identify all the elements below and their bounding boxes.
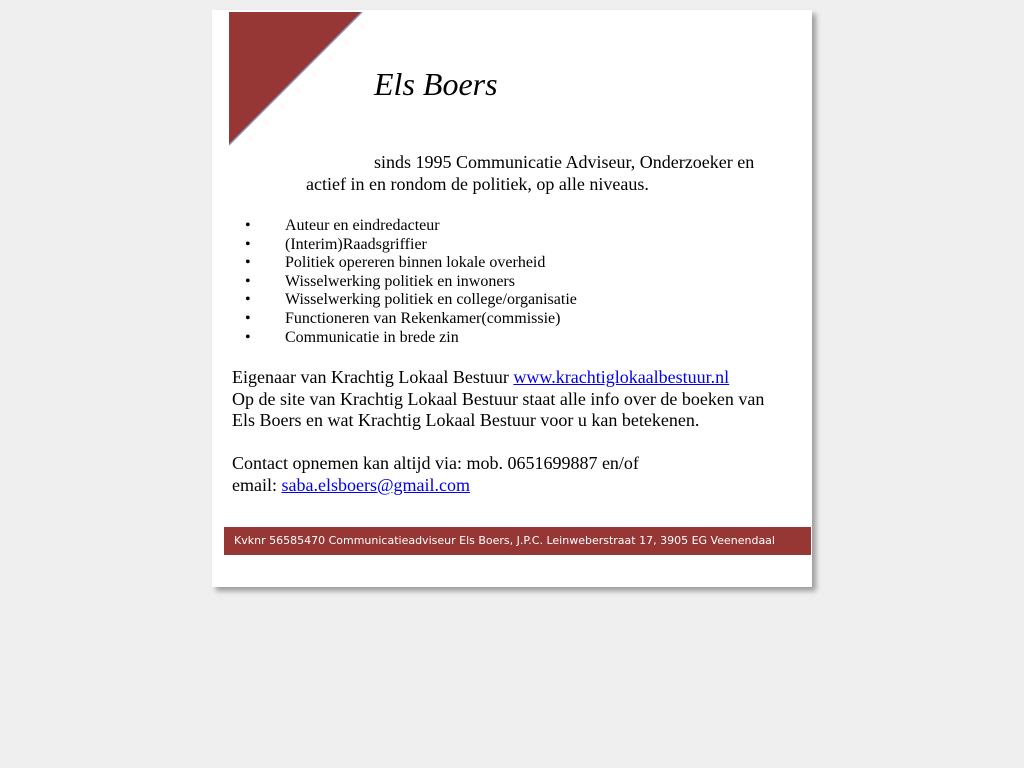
contact-line-1: Contact opnemen kan altijd via: mob. 0651699887 en/of — [232, 453, 639, 473]
list-item-text: Communicatie in brede zin — [285, 328, 459, 346]
bullet-icon: • — [245, 328, 251, 346]
owner-paragraph — [232, 367, 764, 432]
owner-line-1 — [232, 367, 764, 389]
email-link[interactable]: saba.elsboers@gmail.com — [281, 474, 471, 495]
corner-triangle-decoration — [229, 12, 365, 148]
list-item-text: Auteur en eindredacteur — [285, 217, 440, 234]
owner-line-3: Els Boers en wat Krachtig Lokaal Bestuur voor u kan betekenen. — [232, 410, 700, 430]
footer-bar: Kvknr 56585470 Communicatieadviseur Els Boers, J.P.C. Leinweberstraat 17, 3905 EG Veenendaal — [224, 527, 811, 555]
bullet-icon: • — [245, 217, 251, 234]
bullet-icon: • — [245, 272, 251, 290]
contact-paragraph — [232, 453, 639, 496]
list-item-text: Wisselwerking politiek en inwoners — [285, 272, 515, 290]
list-item-text: (Interim)Raadsgriffier — [285, 235, 427, 253]
list-item-text: Wisselwerking politiek en college/organisatie — [285, 291, 577, 309]
bullet-icon: • — [245, 309, 251, 327]
owner-prefix: Eigenaar van Krachtig Lokaal Bestuur — [232, 367, 514, 387]
intro-line-1: sinds 1995 Communicatie Adviseur, Onderzoeker en — [374, 152, 755, 172]
bullet-icon: • — [245, 235, 251, 253]
page-card — [212, 10, 812, 587]
list-item-text: Politiek opereren binnen lokale overheid — [285, 254, 546, 272]
bullet-icon: • — [245, 254, 251, 272]
owner-line-2: Op de site van Krachtig Lokaal Bestuur staat alle info over de boeken van — [232, 388, 765, 409]
email-prefix: email: — [232, 474, 282, 495]
list-item-text: Functioneren van Rekenkamer(commissie) — [285, 309, 561, 327]
website-link[interactable]: www.krachtiglokaalbestuur.nl — [513, 367, 730, 387]
contact-line-2 — [232, 475, 639, 497]
intro-line-2: actief in en rondom de politiek, op alle niveaus. — [306, 174, 649, 194]
bullet-icon: • — [245, 291, 251, 309]
page-title: Els Boers — [374, 66, 498, 102]
